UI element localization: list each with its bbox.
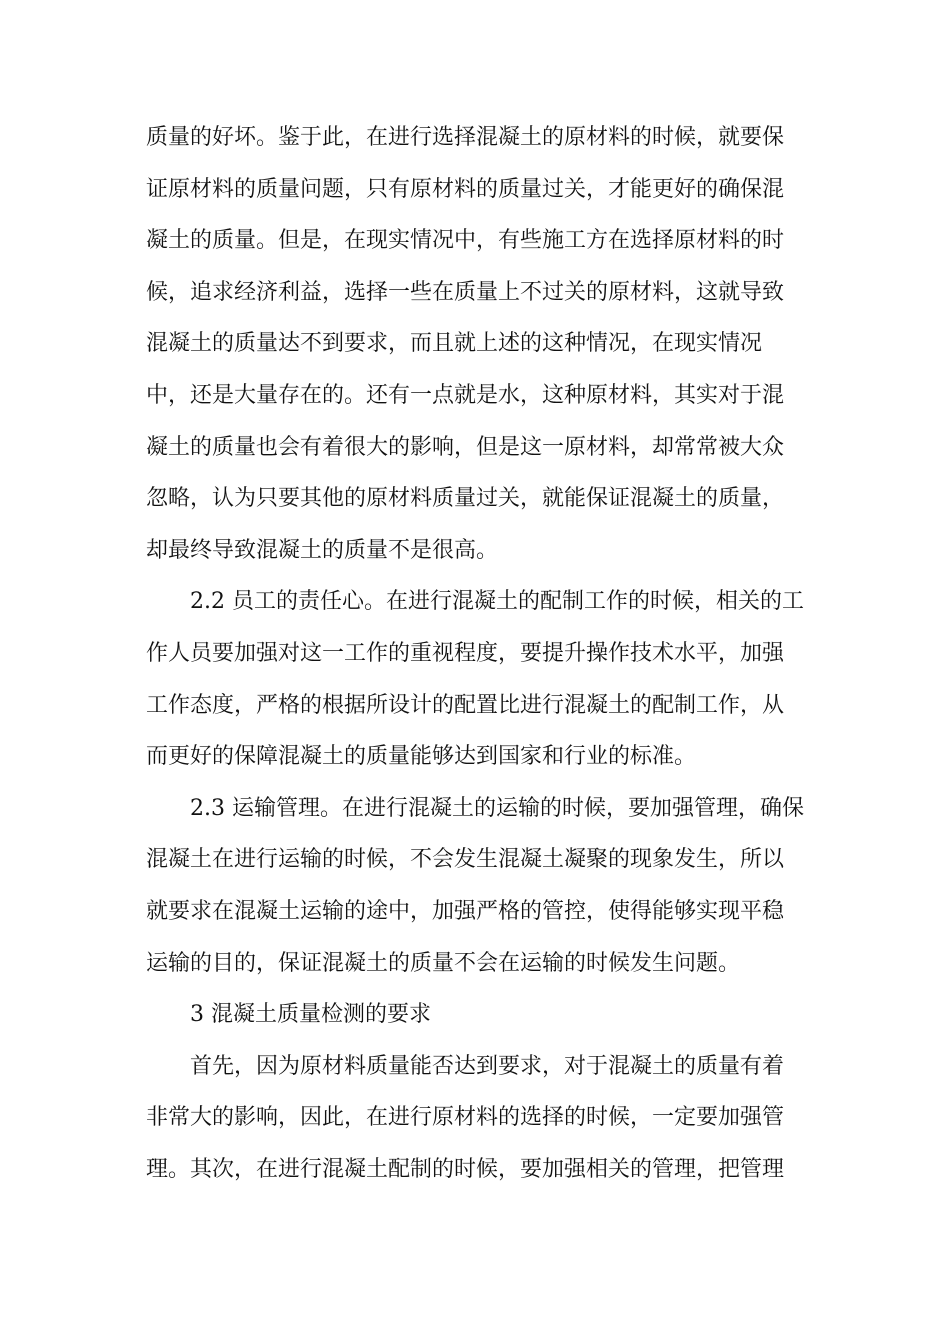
text-line: 工作态度，严格的根据所设计的配置比进行混凝土的配制工作，从 (146, 692, 785, 718)
text-line: 中，还是大量存在的。还有一点就是水，这种原材料，其实对于混 (146, 382, 785, 408)
document-body (146, 112, 806, 1195)
text-line: 理。其次，在进行混凝土配制的时候，要加强相关的管理，把管理 (146, 1156, 785, 1182)
text-line: 非常大的影响，因此，在进行原材料的选择的时候，一定要加强管 (146, 1105, 785, 1131)
text-line: 作人员要加强对这一工作的重视程度，要提升操作技术水平，加强 (146, 640, 785, 666)
text-line: 2.2 员工的责任心。在进行混凝土的配制工作的时候，相关的工 (190, 589, 804, 615)
text-line: 而更好的保障混凝土的质量能够达到国家和行业的标准。 (146, 744, 697, 770)
text-line: 运输的目的，保证混凝土的质量不会在运输的时候发生问题。 (146, 950, 741, 976)
text-line: 忽略，认为只要其他的原材料质量过关，就能保证混凝土的质量， (146, 486, 785, 512)
text-line: 证原材料的质量问题，只有原材料的质量过关，才能更好的确保混 (146, 176, 785, 202)
text-line: 首先，因为原材料质量能否达到要求，对于混凝土的质量有着 (190, 1053, 785, 1079)
text-line: 候，追求经济利益，选择一些在质量上不过关的原材料，这就导致 (146, 279, 785, 305)
text-line: 混凝土的质量达不到要求，而且就上述的这种情况，在现实情况 (146, 331, 763, 357)
text-line: 质量的好坏。鉴于此，在进行选择混凝土的原材料的时候，就要保 (146, 125, 785, 150)
text-line: 凝土的质量。但是，在现实情况中，有些施工方在选择原材料的时 (146, 228, 785, 254)
text-line: 2.3 运输管理。在进行混凝土的运输的时候，要加强管理，确保 (190, 795, 804, 821)
text-line: 凝土的质量也会有着很大的影响，但是这一原材料，却常常被大众 (146, 434, 785, 460)
text-line: 就要求在混凝土运输的途中，加强严格的管控，使得能够实现平稳 (146, 898, 785, 924)
text-line: 3 混凝土质量检测的要求 (190, 1002, 431, 1028)
text-line: 混凝土在进行运输的时候，不会发生混凝土凝聚的现象发生，所以 (146, 847, 785, 873)
text-line: 却最终导致混凝土的质量不是很高。 (146, 537, 499, 563)
